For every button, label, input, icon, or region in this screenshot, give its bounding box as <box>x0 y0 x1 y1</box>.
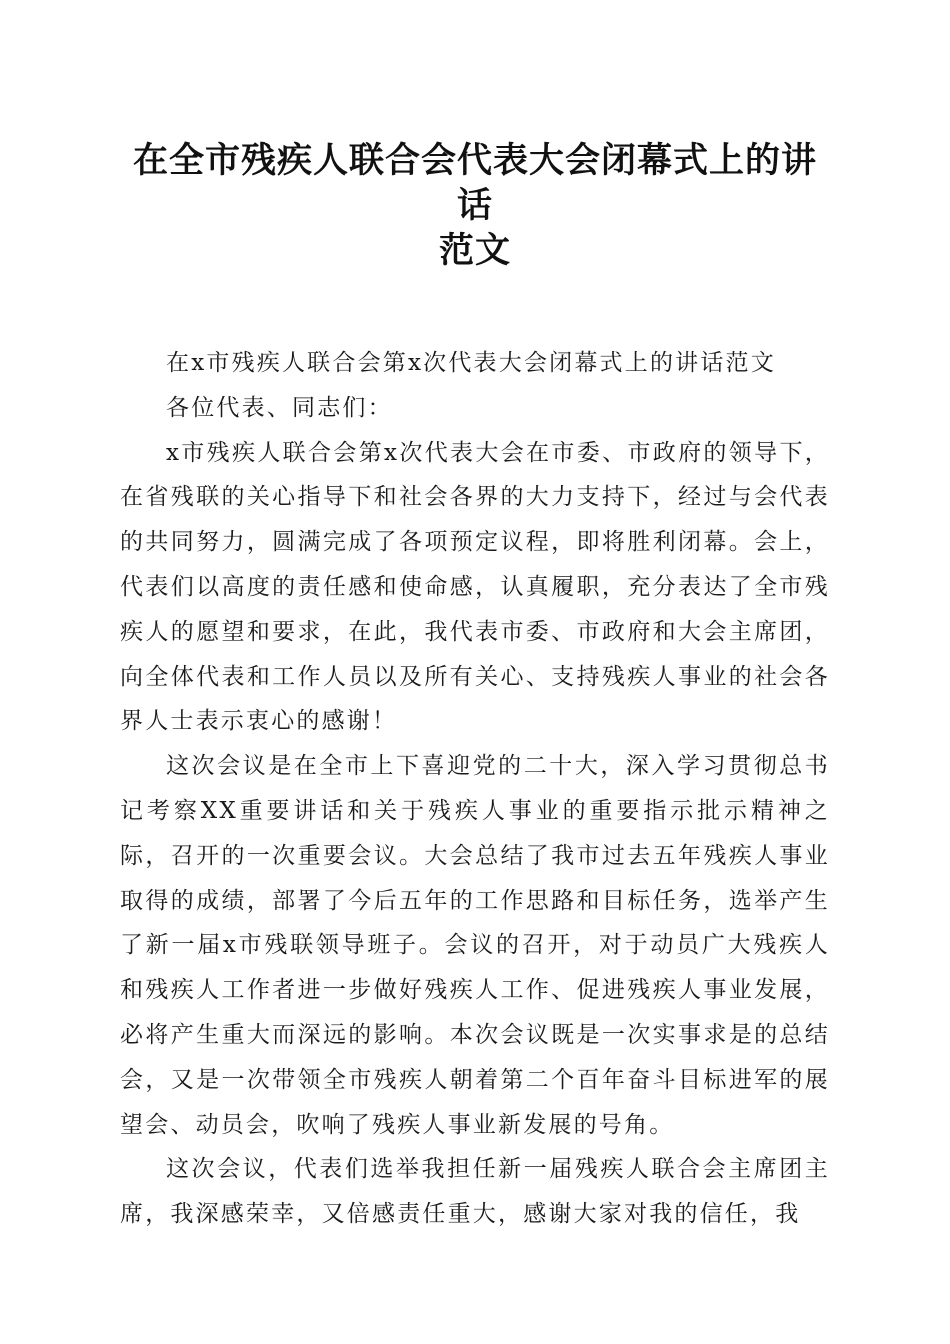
title-line-2: 范文 <box>438 230 511 271</box>
paragraph-salutation: 各位代表、同志们： <box>166 394 393 421</box>
paragraph-body: 这次会议，代表们选举我担任新一届残疾人联合会主席团主席，我深感荣幸，又倍感责任重大，感谢大家对我的信任，我 <box>120 1156 830 1228</box>
paragraph-body: x市残疾人联合会第x次代表大会在市委、市政府的领导下，在省残联的关心指导下和社会各界的大力支持下，经过与会代表的共同努力，圆满完成了各项预定议程，即将胜利闭幕。会上，代表们以高度的责任感和使命感，认真履职，充分表达了全市残疾人的愿望和要求，在此，我代表市委、市政府和大会主席团，向全体代表和工作人员以及所有关心、支持残疾人事业的社会各界人士表示衷心的感谢！ <box>120 439 830 735</box>
paragraph-body: 这次会议是在全市上下喜迎党的二十大，深入学习贯彻总书记考察XX重要讲话和关于残疾人事业的重要指示批示精神之际，召开的一次重要会议。大会总结了我市过去五年残疾人事业取得的成绩，部署了今后五年的工作思路和目标任务，选举产生了新一届x市残联领导班子。会议的召开，对于动员广大残疾人和残疾人工作者进一步做好残疾人工作、促进残疾人事业发展，必将产生重大而深远的影响。本次会议既是一次实事求是的总结会，又是一次带领全市残疾人朝着第二个百年奋斗目标进军的展望会、动员会，吹响了残疾人事业新发展的号角。 <box>120 753 830 1138</box>
title-line-1: 在全市残疾人联合会代表大会闭幕式上的讲话 <box>132 140 817 226</box>
document-title <box>120 138 830 273</box>
paragraph-subtitle: 在x市残疾人联合会第x次代表大会闭幕式上的讲话范文 <box>166 350 776 376</box>
document-body <box>120 341 830 1237</box>
